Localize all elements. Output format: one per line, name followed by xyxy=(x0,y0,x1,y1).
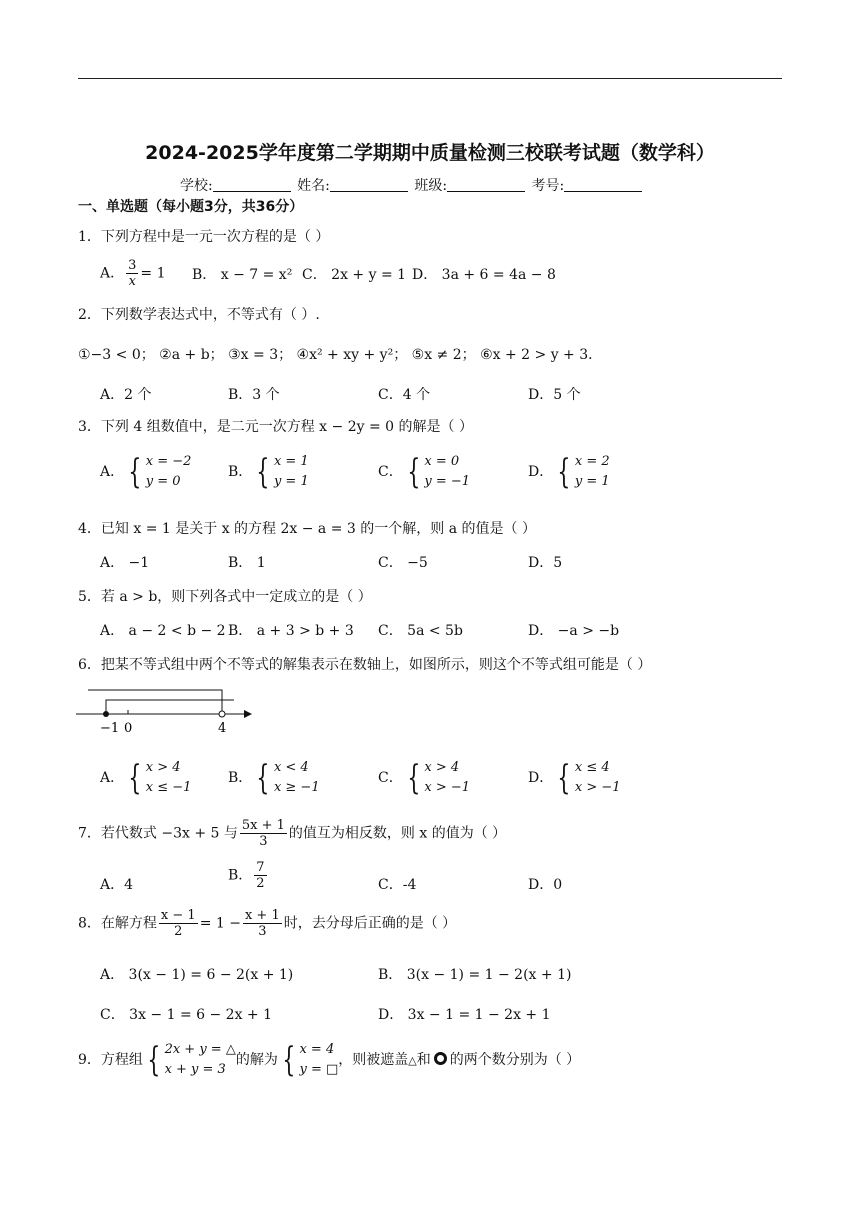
q4-option-c: C． −5 xyxy=(378,555,428,571)
name-blank[interactable] xyxy=(330,177,408,192)
q3-option-c: C． { x = 0 y = −1 xyxy=(378,452,471,492)
q7-option-c: C．-4 xyxy=(378,877,417,893)
solution-bracket-x-lt-4 xyxy=(88,690,222,712)
q8-option-a: A． 3(x − 1) = 6 − 2(x + 1) xyxy=(100,967,294,983)
q6-option-b: B． { x < 4 x ≥ −1 xyxy=(228,758,320,798)
q8-option-c: C． 3x − 1 = 6 − 2x + 1 xyxy=(100,1007,273,1023)
q3-option-b: B． { x = 1 y = 1 xyxy=(228,452,309,492)
number-label: 考号: xyxy=(531,178,565,194)
q7-option-a: A．4 xyxy=(100,877,134,893)
q1-option-d: D． 3a + 6 = 4a − 8 xyxy=(412,267,556,283)
q6-stem: 6．把某不等式组中两个不等式的解集表示在数轴上，如图所示，则这个不等式组可能是（ ） xyxy=(78,657,652,673)
q2-option-c: C．4 个 xyxy=(378,387,431,403)
number-line-figure xyxy=(74,682,254,736)
open-point-4 xyxy=(219,711,225,717)
q2-stem: 2．下列数学表达式中，不等式有（ ）. xyxy=(78,307,320,323)
q8-option-b: B． 3(x − 1) = 1 − 2(x + 1) xyxy=(378,967,572,983)
q4-option-a: A． −1 xyxy=(100,555,150,571)
tick-label-0: 0 xyxy=(124,721,133,736)
closed-point-m1 xyxy=(103,711,109,717)
q7-stem: 7．若代数式 −3x + 5 与 $\frac{5x + 1}{3}$ 的值互为相反数，则 x 的值为（ ） xyxy=(78,818,507,849)
number-blank[interactable] xyxy=(564,177,642,192)
q2-option-d: D．5 个 xyxy=(528,387,581,403)
tick-label-4: 4 xyxy=(218,721,227,736)
name-label: 姓名: xyxy=(297,178,330,194)
q8-stem: 8．在解方程 $\frac{x - 1}{2}$ = 1 − $\frac{x + 1}{3}$ 时，去分母后正确的是（ ） xyxy=(78,908,457,939)
q3-option-a: A． { x = −2 y = 0 xyxy=(100,452,192,492)
q4-option-d: D．5 xyxy=(528,555,563,571)
q1-stem: 1．下列方程中是一元一次方程的是（ ） xyxy=(78,229,330,245)
q6-option-d: D． { x ≤ 4 x > −1 xyxy=(528,758,621,798)
q7-option-d: D．0 xyxy=(528,877,563,893)
q7-option-b: B． $\frac{7}{2}$ xyxy=(228,860,265,891)
class-label: 班级: xyxy=(414,178,448,194)
q6-option-a: A． { x > 4 x ≤ −1 xyxy=(100,758,192,798)
q5-option-d: D． −a > −b xyxy=(528,623,620,639)
q3-stem: 3．下列 4 组数值中，是二元一次方程 x − 2y = 0 的解是（ ） xyxy=(78,419,473,435)
header-rule xyxy=(78,78,782,79)
q4-option-b: B． 1 xyxy=(228,555,266,571)
page-title: 2024-2025学年度第二学期期中质量检测三校联考试题（数学科） xyxy=(145,142,715,164)
solution-bracket-x-gt-m1 xyxy=(106,700,234,712)
q2-option-a: A．2 个 xyxy=(100,387,152,403)
q9-stem: 9．方程组 { 2x + y = △ x + y = 3 的解为 { x = 4 y = □ ，则被遮盖△和 的两个数分别为（ ） xyxy=(78,1040,581,1080)
q5-option-b: B． a + 3 > b + 3 xyxy=(228,623,354,639)
q2-items: ①−3 < 0； ②a + b； ③x = 3； ④x² + xy + y²； ⑤x ≠ 2； ⑥x + 2 > y + 3． xyxy=(78,347,603,363)
school-blank[interactable] xyxy=(213,177,291,192)
q1-option-c: C． 2x + y = 1 xyxy=(302,267,407,283)
axis-arrow-icon xyxy=(244,710,252,718)
student-info xyxy=(180,175,644,195)
q8-option-d: D． 3x − 1 = 1 − 2x + 1 xyxy=(378,1007,551,1023)
q1-option-b: B． x − 7 = x² xyxy=(192,267,293,283)
q6-option-c: C． { x > 4 x > −1 xyxy=(378,758,471,798)
ring-icon xyxy=(434,1052,447,1065)
q5-option-c: C． 5a < 5b xyxy=(378,623,463,639)
section-heading: 一、单选题（每小题3分，共36分） xyxy=(78,199,304,215)
tick-label-m1: −1 xyxy=(100,721,120,736)
q2-option-b: B．3 个 xyxy=(228,387,280,403)
q4-stem: 4．已知 x = 1 是关于 x 的方程 2x − a = 3 的一个解，则 a 的值是（ ） xyxy=(78,521,536,537)
school-label: 学校: xyxy=(180,178,213,194)
q5-stem: 5．若 a > b，则下列各式中一定成立的是（ ） xyxy=(78,589,372,605)
q3-option-d: D． { x = 2 y = 1 xyxy=(528,452,610,492)
triangle-icon: △ xyxy=(408,1054,417,1067)
q1-option-a: A． $\frac{3}{x}$ = 1 xyxy=(100,258,166,289)
class-blank[interactable] xyxy=(447,177,525,192)
q5-option-a: A． a − 2 < b − 2 xyxy=(100,623,226,639)
